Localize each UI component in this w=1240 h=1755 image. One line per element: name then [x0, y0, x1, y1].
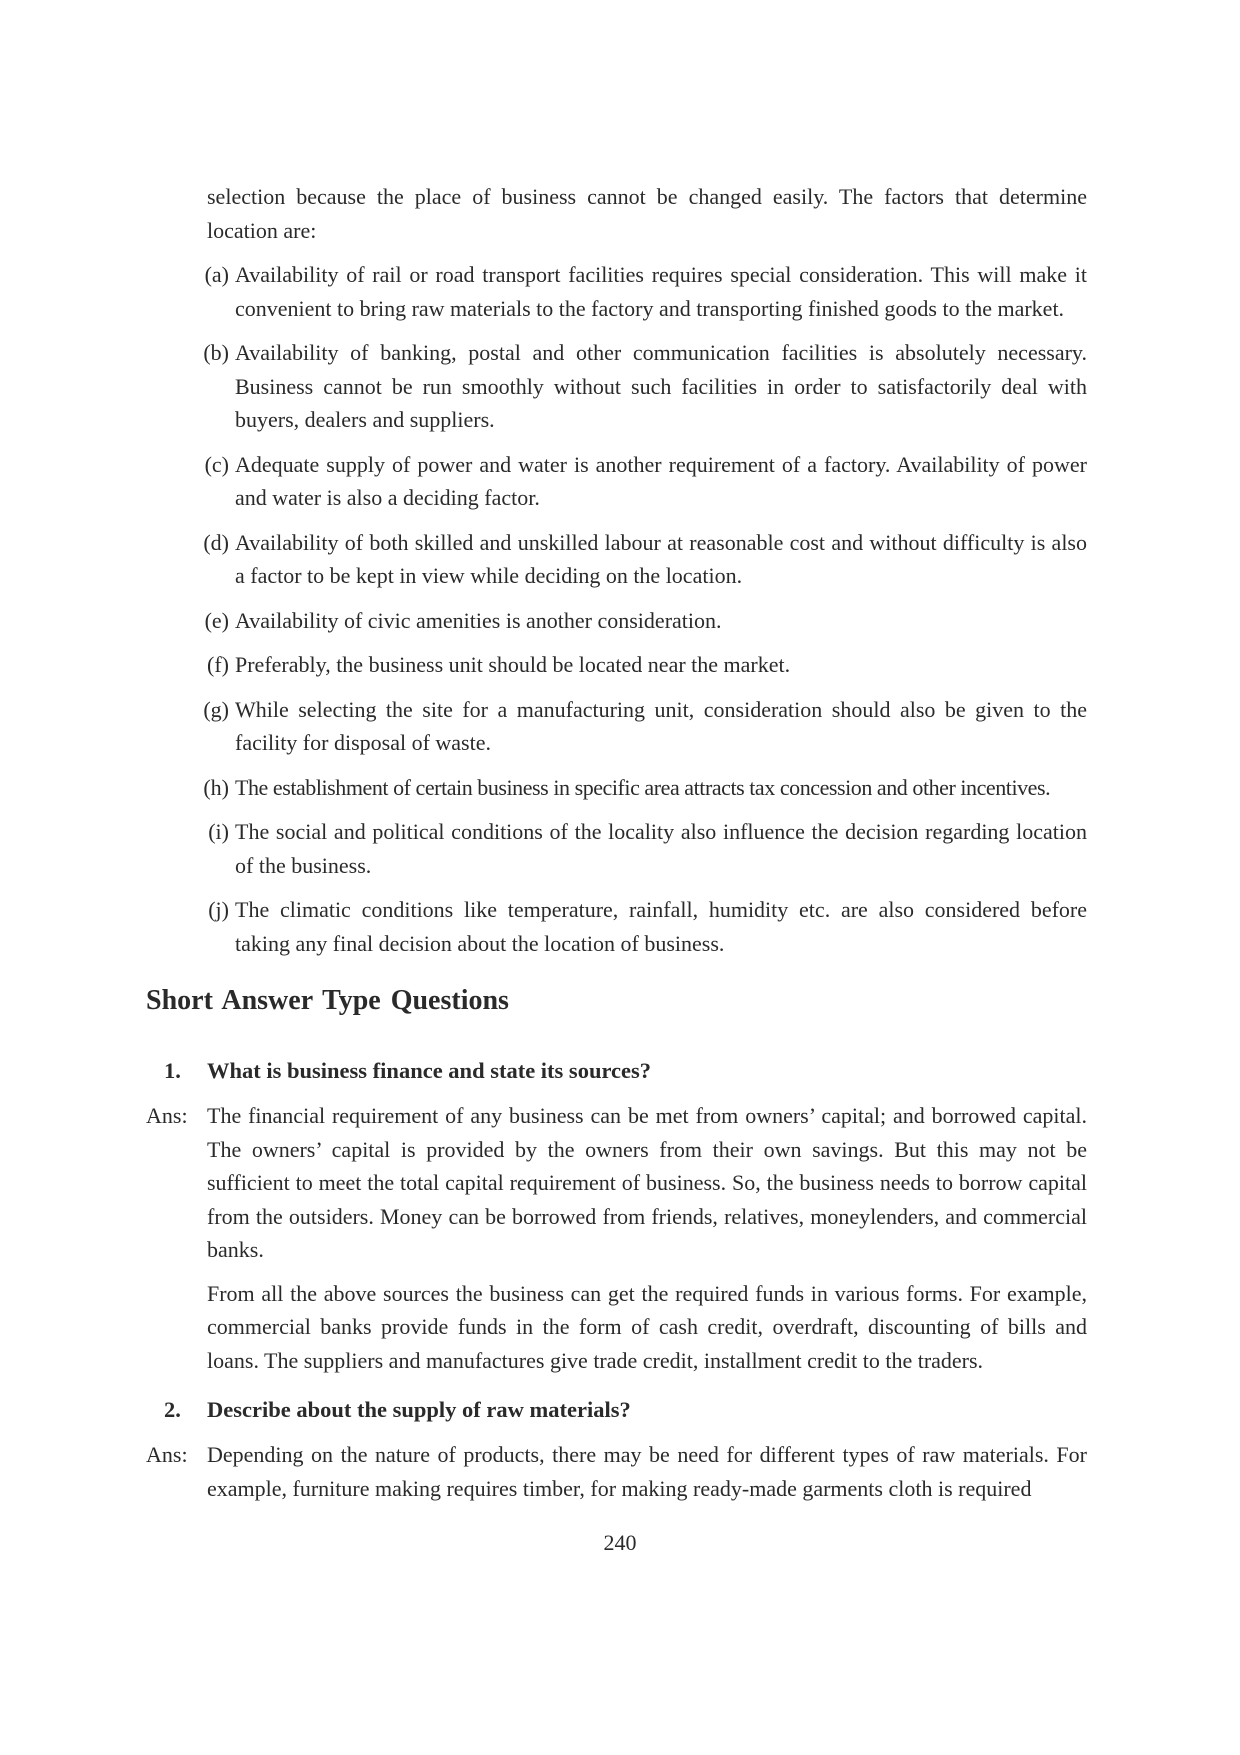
list-item [195, 815, 1087, 882]
list-item-text: Adequate supply of power and water is another requirement of a factory. Availability of power and water is also a deciding factor. [235, 451, 1087, 510]
location-factors-list [195, 258, 1087, 971]
list-item-text: Availability of banking, postal and other communication facilities is absolutely necessary. Business cannot be run smoothly without such facilities in order to satisfactorily deal with buyers, dealers and suppliers. [235, 340, 1087, 432]
answer [146, 1099, 1087, 1377]
list-item [195, 693, 1087, 760]
list-marker: (c) [204, 451, 229, 477]
list-item-text: Availability of both skilled and unskilled labour at reasonable cost and without difficulty is also a factor to be kept in view while deciding on the location. [235, 529, 1087, 588]
section-heading: Short Answer Type Questions [146, 985, 509, 1016]
list-item [195, 771, 1087, 805]
list-item-text: The establishment of certain business in specific area attracts tax concession and other incentives. [235, 774, 1051, 800]
list-marker: (a) [204, 262, 229, 287]
list-item-text: The climatic conditions like temperature, rainfall, humidity etc. are also considered before taking any final decision about the location of business. [235, 897, 1087, 956]
list-item [195, 526, 1087, 593]
list-item-text: Preferably, the business unit should be located near the market. [235, 652, 791, 677]
question-text: Describe about the supply of raw materials? [207, 1397, 631, 1422]
question [146, 1393, 1087, 1426]
answer [146, 1438, 1087, 1505]
question-block-2 [146, 1393, 1087, 1515]
list-marker: (i) [208, 819, 229, 844]
list-marker: (h) [203, 774, 229, 800]
intro-paragraph: selection because the place of business cannot be changed easily. The factors that determine location are: [207, 184, 1087, 243]
question-number: 1. [164, 1058, 181, 1083]
list-marker: (b) [203, 340, 229, 365]
page-number: 240 [603, 1530, 637, 1555]
list-marker: (d) [203, 529, 229, 555]
answer-paragraph: The financial requirement of any business can be met from owners’ capital; and borrowed capital. The owners’ capital is provided by the owners from their own savings. But this may not be sufficient to meet the total capital requirement of business. So, the business needs to borrow capital from the outsiders. Money can be borrowed from friends, relatives, moneylenders, and commercial banks. [207, 1103, 1087, 1262]
question-text: What is business finance and state its sources? [207, 1058, 652, 1083]
question-number: 2. [164, 1397, 181, 1422]
list-marker: (f) [207, 652, 229, 677]
list-item-text: Availability of rail or road transport facilities requires special consideration. This will make it convenient to bring raw materials to the factory and transporting finished goods to the market. [235, 262, 1087, 321]
list-marker: (g) [203, 696, 229, 722]
answer-paragraph: From all the above sources the business can get the required funds in various forms. For example, commercial banks provide funds in the form of cash credit, overdraft, discounting of bills and loans. The suppliers and manufactures give trade credit, installment credit to the traders. [207, 1280, 1087, 1373]
list-item [195, 604, 1087, 638]
list-item [195, 258, 1087, 325]
list-item-text: The social and political conditions of the locality also influence the decision regarding location of the business. [235, 819, 1087, 878]
list-marker: (e) [204, 607, 229, 633]
list-item [195, 893, 1087, 960]
question [146, 1054, 1087, 1087]
list-item [195, 648, 1087, 682]
answer-label: Ans: [146, 1103, 188, 1128]
answer-label: Ans: [146, 1442, 188, 1467]
list-item-text: While selecting the site for a manufacturing unit, consideration should also be given to the facility for disposal of waste. [235, 696, 1087, 755]
answer-paragraph: Depending on the nature of products, there may be need for different types of raw materials. For example, furniture making requires timber, for making ready-made garments cloth is required [207, 1442, 1087, 1501]
list-item [195, 448, 1087, 515]
list-item-text: Availability of civic amenities is another consideration. [235, 607, 722, 633]
list-marker: (j) [208, 897, 229, 922]
list-item [195, 336, 1087, 437]
question-block-1 [146, 1054, 1087, 1387]
